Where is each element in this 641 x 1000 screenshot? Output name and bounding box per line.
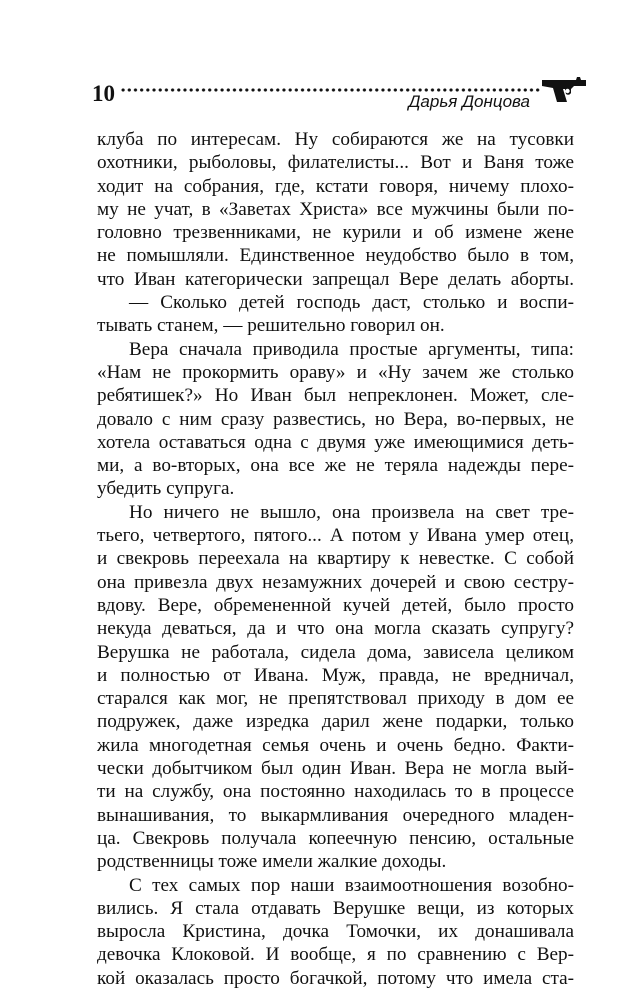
- text-line: — Сколько детей господь даст, столько и воспи-: [129, 292, 574, 314]
- text-line: тьего, четвертого, пятого... А потом у Ивана умер отец,: [97, 525, 574, 547]
- running-header: [92, 72, 588, 112]
- text-line: и свекровь переехала на квартиру к невестке. С собой: [97, 548, 574, 570]
- text-line: ти на службу, она постоянно находилась то в процессе: [97, 781, 574, 803]
- text-line: не помышляли. Единственное неудобство было в том,: [97, 245, 574, 267]
- text-line: подружек, даже изредка дарил жене подарки, только: [97, 711, 574, 733]
- text-line: головно трезвенниками, не курили и об измене жене: [97, 222, 574, 244]
- text-line: девочка Клоковой. И вообще, я по сравнению с Вер-: [97, 944, 574, 966]
- text-line: что Иван категорически запрещал Вере делать аборты.: [97, 268, 574, 290]
- text-line: выросла Кристина, дочка Томочки, их донашивала: [97, 921, 574, 943]
- text-line: «Нам не прокормить ораву» и «Ну зачем же столько: [97, 361, 574, 383]
- text-line: и полностью от Ивана. Муж, правда, не вредничал,: [97, 664, 574, 686]
- page-number: 10: [92, 81, 115, 106]
- page-body: [97, 128, 574, 990]
- text-line: некуда деваться, да и что она могла сказать супругу?: [97, 618, 574, 640]
- text-line: Вера сначала приводила простые аргументы, типа:: [129, 338, 574, 360]
- text-line: старался как мог, не препятствовал приходу в дом ее: [97, 688, 574, 710]
- text-line: Но ничего не вышло, она произвела на свет тре-: [129, 501, 574, 523]
- text-line: жила многодетная семья очень и очень бедно. Факти-: [97, 734, 574, 756]
- text-line: хотела оставаться одна с двумя уже имеющимися деть-: [97, 431, 574, 453]
- text-line: С тех самых пор наши взаимоотношения возобно-: [129, 874, 574, 896]
- revolver-icon: [540, 74, 588, 104]
- text-line: родственницы тоже имели жалкие доходы.: [97, 851, 447, 873]
- text-line: чески добытчиком был один Иван. Вера не могла вый-: [97, 758, 574, 780]
- text-line: убедить супруга.: [97, 478, 235, 500]
- text-line: вынашивания, то выкармливания очередного младен-: [97, 804, 574, 826]
- text-line: ходит на собрания, где, кстати говоря, ничему плохо-: [97, 175, 574, 197]
- text-line: клуба по интересам. Ну собираются же на тусовки: [97, 129, 574, 150]
- text-line: охотники, рыболовы, филателисты... Вот и Ваня тоже: [97, 152, 574, 174]
- text-line: вдову. Вере, обремененной кучей детей, было просто: [97, 594, 574, 616]
- text-line: ребятишек?» Но Иван был непреклонен. Может, сле-: [97, 385, 574, 407]
- text-line: ми, а во-вторых, она все же не теряла надежды пере-: [97, 455, 574, 477]
- text-line: му не учат, в «Заветах Христа» все мужчины были по-: [97, 198, 574, 220]
- text-line: тывать станем, — решительно говорил он.: [97, 315, 445, 337]
- book-author-name: Дарья Донцова: [408, 92, 530, 111]
- text-line: вились. Я стала отдавать Верушке вещи, из которых: [97, 897, 574, 919]
- text-line: она привезла двух незамужних дочерей и свою сестру-: [97, 571, 574, 593]
- text-line: Верушка не работала, сидела дома, зависела целиком: [97, 641, 574, 663]
- text-line: ца. Свекровь получала копеечную пенсию, остальные: [97, 827, 574, 849]
- text-line: довало с ним сразу развестись, но Вера, во-первых, не: [97, 408, 574, 430]
- text-line: кой оказалась просто богачкой, потому что имела ста-: [97, 967, 574, 989]
